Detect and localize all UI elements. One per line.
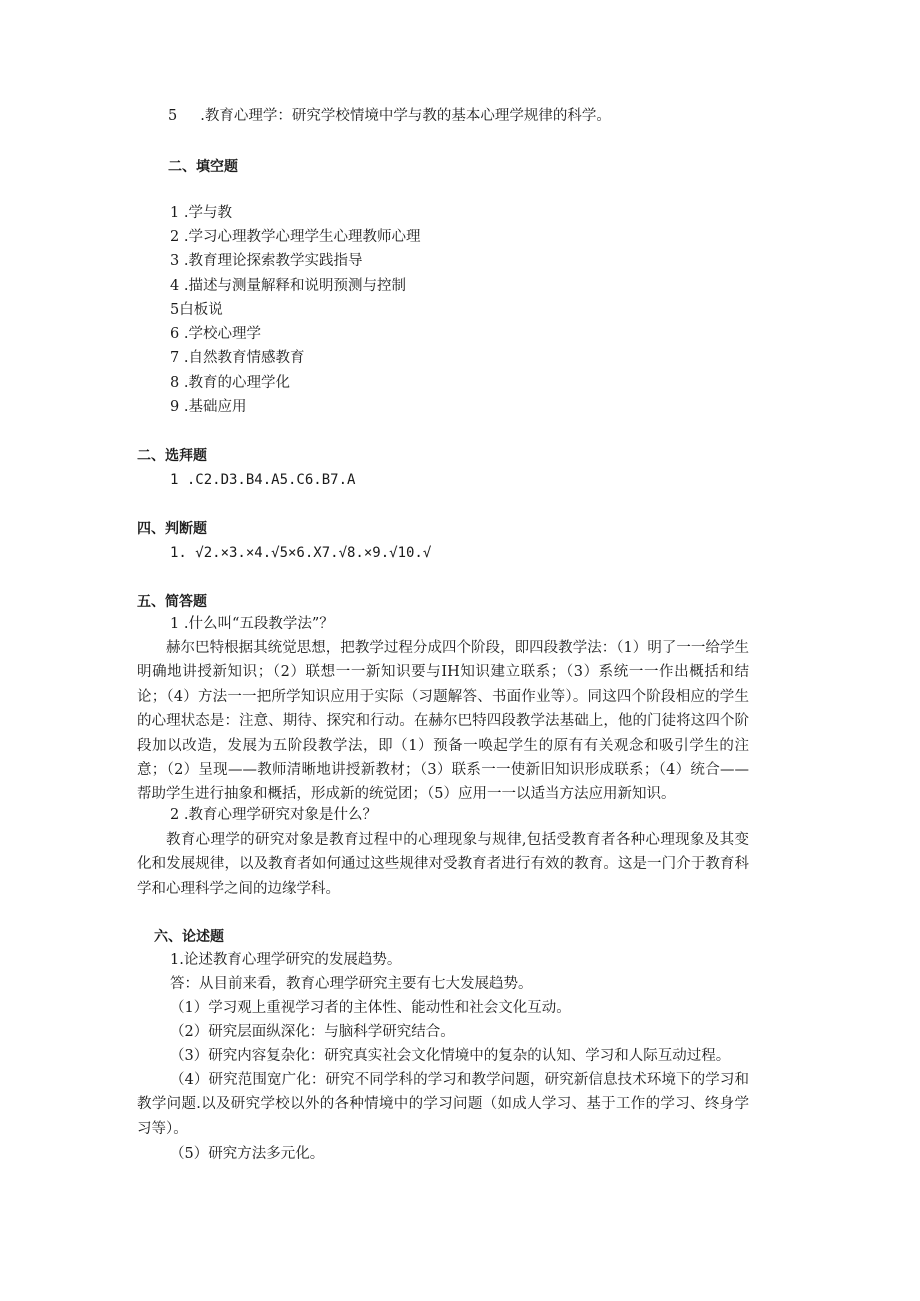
essay-point-3: （3）研究内容复杂化：研究真实社会文化情境中的复杂的认知、学习和人际互动过程。 — [170, 1048, 731, 1064]
choice-answers: 1 .C2.D3.B4.A5.C6.B7.A — [170, 472, 356, 488]
judge-answers: 1. √2.×3.×4.√5×6.X7.√8.×9.√10.√ — [170, 545, 432, 561]
fill-item-3: 3 .教育理论探索教学实践指导 — [170, 253, 363, 269]
choice-heading: 二、选拜题 — [137, 448, 207, 464]
fill-item-8: 8 .教育的心理学化 — [170, 375, 290, 391]
essay-point-1: （1）学习观上重视学习者的主体性、能动性和社会文化互动。 — [170, 1000, 571, 1016]
short-answer-heading: 五、简答题 — [137, 594, 207, 610]
essay-point-2: （2）研究层面纵深化：与脑科学研究结合。 — [170, 1024, 455, 1040]
fill-item-1: 1 .学与教 — [170, 205, 232, 221]
fill-item-2: 2 .学习心理教学心理学生心理教师心理 — [170, 229, 421, 245]
judge-heading: 四、判断题 — [137, 521, 207, 537]
essay-q1: 1.论述教育心理学研究的发展趋势。 — [170, 952, 402, 968]
fill-item-9: 9 .基础应用 — [170, 399, 247, 415]
fill-item-5: 5白板说 — [170, 302, 223, 318]
short-q2: 2 .教育心理学研究对象是什么？ — [170, 807, 377, 823]
fill-item-7: 7 .自然教育情感教育 — [170, 350, 305, 366]
fill-blank-heading: 二、填空题 — [168, 159, 238, 175]
fill-item-6: 6 .学校心理学 — [170, 326, 261, 342]
essay-point-4: （4）研究范围宽广化：研究不同学科的学习和教学问题，研究新信息技术环境下的学习和教学问题.以及研究学校以外的各种情境中的学习问题（如成人学习、基于工作的学习、终身学习等）。 — [137, 1072, 749, 1137]
essay-intro: 答：从目前来看，教育心理学研究主要有七大发展趋势。 — [170, 976, 533, 992]
short-a1-paragraph: 赫尔巴特根据其统觉思想，把教学过程分成四个阶段，即四段教学法：（1）明了一一给学生明确地讲授新知识；（2）联想一一新知识要与IH知识建立联系；（3）系统一一作出概括和结论；（4）方法一一把所学知识应用于实际（习题解答、书面作业等）。同这四个阶段相应的学生的心理状态是：注意、期待、探究和行动。在赫尔巴特四段教学法基础上，他的门徒将这四个阶段加以改造，发展为五阶段教学法，即（1）预备一唤起学生的原有有关观念和吸引学生的注意；（2）呈现——教师清晰地讲授新教材；（3）联系一一使新旧知识形成联系；（4）统合——帮助学生进行抽象和概括，形成新的统觉团；（5）应用一一以适当方法应用新知识。 — [137, 640, 749, 803]
essay-point-5: （5）研究方法多元化。 — [170, 1146, 325, 1162]
short-a2-paragraph: 教育心理学的研究对象是教育过程中的心理现象与规律,包括受教育者各种心理现象及其变化和发展规律，以及教育者如何通过这些规律对受教育者进行有效的教育。这是一门介于教育科学和心理科学之间的边缘学科。 — [137, 832, 749, 897]
fill-item-4: 4 .描述与测量解释和说明预测与控制 — [170, 278, 406, 294]
essay-heading: 六、论述题 — [154, 929, 224, 945]
short-q1: 1 .什么叫“五段教学法”？ — [170, 616, 334, 632]
section1-item-5: 5 .教育心理学：研究学校情境中学与教的基本心理学规律的科学。 — [168, 108, 611, 124]
